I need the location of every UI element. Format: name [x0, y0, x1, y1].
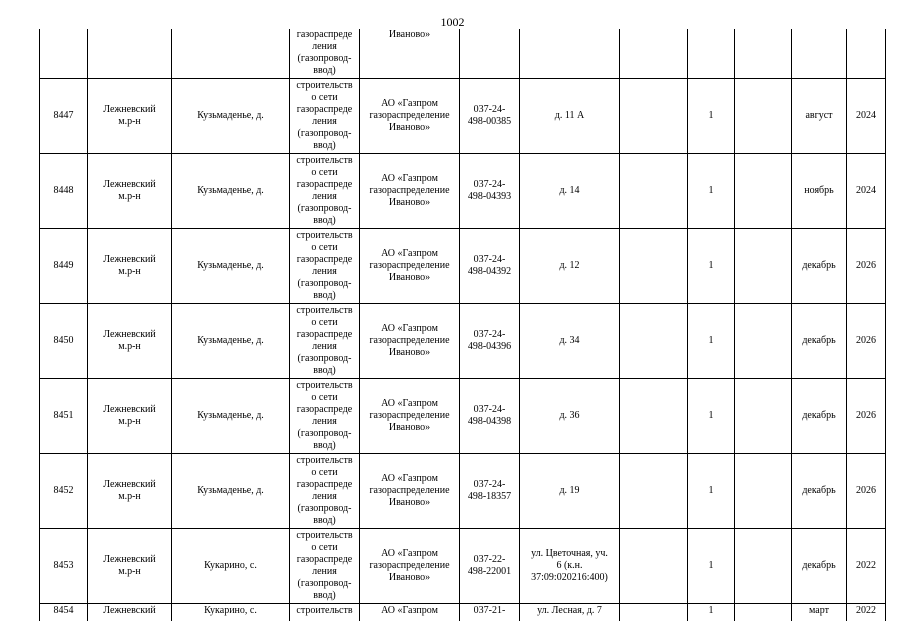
cell-organization: АО «Газпром газораспределение Иваново»: [360, 529, 460, 604]
cell-locality: Кузьмаденье, д.: [172, 229, 290, 304]
cell-district: Лежневский м.р-н: [88, 379, 172, 454]
cell-district: Лежневский м.р-н: [88, 529, 172, 604]
cell-count: 1: [688, 379, 735, 454]
cell-code: [460, 29, 520, 79]
cell-extra: [620, 229, 688, 304]
table-row: [40, 529, 886, 604]
table-row: [40, 304, 886, 379]
cell-work-type: строительств о сети газораспреде ления (газопровод- ввод): [290, 229, 360, 304]
cell-code: 037-24- 498-04398: [460, 379, 520, 454]
cell-num: 8454: [40, 604, 88, 622]
cell-year: 2024: [847, 79, 886, 154]
cell-month: [792, 29, 847, 79]
cell-blank: [735, 454, 792, 529]
cell-district: Лежневский м.р-н: [88, 79, 172, 154]
cell-work-type: строительств о сети газораспреде ления (газопровод- ввод): [290, 454, 360, 529]
cell-month: декабрь: [792, 529, 847, 604]
cell-district: Лежневский: [88, 604, 172, 622]
cell-extra: [620, 604, 688, 622]
cell-work-type: строительств о сети газораспреде ления (газопровод- ввод): [290, 304, 360, 379]
cell-num: 8449: [40, 229, 88, 304]
cell-blank: [735, 304, 792, 379]
cell-code: 037-21-: [460, 604, 520, 622]
cell-address: ул. Лесная, д. 7: [520, 604, 620, 622]
cell-locality: Кузьмаденье, д.: [172, 154, 290, 229]
cell-num: 8453: [40, 529, 88, 604]
cell-month: декабрь: [792, 379, 847, 454]
table-row: [40, 454, 886, 529]
cell-count: 1: [688, 604, 735, 622]
cell-year: 2026: [847, 229, 886, 304]
cell-locality: [172, 29, 290, 79]
cell-locality: Кузьмаденье, д.: [172, 79, 290, 154]
cell-count: 1: [688, 304, 735, 379]
cell-num: [40, 29, 88, 79]
cell-extra: [620, 304, 688, 379]
cell-blank: [735, 529, 792, 604]
cell-blank: [735, 379, 792, 454]
cell-year: 2024: [847, 154, 886, 229]
cell-code: 037-24- 498-00385: [460, 79, 520, 154]
cell-code: 037-22- 498-22001: [460, 529, 520, 604]
cell-month: ноябрь: [792, 154, 847, 229]
cell-year: 2026: [847, 454, 886, 529]
cell-district: Лежневский м.р-н: [88, 304, 172, 379]
cell-organization: АО «Газпром газораспределение Иваново»: [360, 454, 460, 529]
cell-count: 1: [688, 79, 735, 154]
cell-count: 1: [688, 454, 735, 529]
cell-district: Лежневский м.р-н: [88, 229, 172, 304]
cell-address: д. 34: [520, 304, 620, 379]
cell-count: 1: [688, 154, 735, 229]
cell-month: март: [792, 604, 847, 622]
cell-work-type: строительств о сети газораспреде ления (газопровод- ввод): [290, 379, 360, 454]
cell-count: [688, 29, 735, 79]
cell-extra: [620, 529, 688, 604]
cell-code: 037-24- 498-04396: [460, 304, 520, 379]
cell-work-type: строительств о сети газораспреде ления (газопровод- ввод): [290, 154, 360, 229]
cell-organization: АО «Газпром газораспределение Иваново»: [360, 154, 460, 229]
cell-extra: [620, 154, 688, 229]
cell-organization: Иваново»: [360, 29, 460, 79]
cell-work-type: строительств: [290, 604, 360, 622]
cell-month: декабрь: [792, 229, 847, 304]
cell-code: 037-24- 498-04392: [460, 229, 520, 304]
cell-district: Лежневский м.р-н: [88, 454, 172, 529]
cell-count: 1: [688, 529, 735, 604]
cell-num: 8452: [40, 454, 88, 529]
cell-locality: Кукарино, с.: [172, 529, 290, 604]
cell-address: д. 36: [520, 379, 620, 454]
cell-work-type: строительств о сети газораспреде ления (газопровод- ввод): [290, 529, 360, 604]
cell-blank: [735, 154, 792, 229]
cell-work-type: строительств о сети газораспреде ления (газопровод- ввод): [290, 79, 360, 154]
cell-address: д. 14: [520, 154, 620, 229]
cell-locality: Кузьмаденье, д.: [172, 304, 290, 379]
cell-num: 8448: [40, 154, 88, 229]
table-row: [40, 379, 886, 454]
cell-organization: АО «Газпром газораспределение Иваново»: [360, 229, 460, 304]
cell-num: 8451: [40, 379, 88, 454]
cell-extra: [620, 29, 688, 79]
cell-year: 2022: [847, 529, 886, 604]
cell-year: 2026: [847, 304, 886, 379]
cell-organization: АО «Газпром: [360, 604, 460, 622]
cell-month: декабрь: [792, 454, 847, 529]
table-row: [40, 79, 886, 154]
table-row: [40, 604, 886, 622]
cell-address: д. 11 А: [520, 79, 620, 154]
cell-year: 2026: [847, 379, 886, 454]
cell-extra: [620, 379, 688, 454]
cell-address: [520, 29, 620, 79]
cell-locality: Кукарино, с.: [172, 604, 290, 622]
cell-address: д. 12: [520, 229, 620, 304]
cell-year: 2022: [847, 604, 886, 622]
cell-locality: Кузьмаденье, д.: [172, 454, 290, 529]
cell-num: 8450: [40, 304, 88, 379]
cell-extra: [620, 79, 688, 154]
gasification-table: [39, 29, 886, 621]
table-row-continued: [40, 29, 886, 79]
cell-work-type: газораспреде ления (газопровод- ввод): [290, 29, 360, 79]
cell-month: август: [792, 79, 847, 154]
cell-code: 037-24- 498-04393: [460, 154, 520, 229]
cell-blank: [735, 29, 792, 79]
cell-blank: [735, 229, 792, 304]
cell-locality: Кузьмаденье, д.: [172, 379, 290, 454]
page-number: 1002: [440, 15, 465, 29]
cell-year: [847, 29, 886, 79]
cell-address: д. 19: [520, 454, 620, 529]
table-row: [40, 154, 886, 229]
cell-district: [88, 29, 172, 79]
cell-code: 037-24- 498-18357: [460, 454, 520, 529]
cell-month: декабрь: [792, 304, 847, 379]
table-row: [40, 229, 886, 304]
cell-count: 1: [688, 229, 735, 304]
cell-num: 8447: [40, 79, 88, 154]
cell-blank: [735, 604, 792, 622]
cell-address: ул. Цветочная, уч. 6 (к.н. 37:09:020216:400): [520, 529, 620, 604]
cell-extra: [620, 454, 688, 529]
cell-blank: [735, 79, 792, 154]
cell-organization: АО «Газпром газораспределение Иваново»: [360, 79, 460, 154]
cell-organization: АО «Газпром газораспределение Иваново»: [360, 379, 460, 454]
cell-district: Лежневский м.р-н: [88, 154, 172, 229]
cell-organization: АО «Газпром газораспределение Иваново»: [360, 304, 460, 379]
